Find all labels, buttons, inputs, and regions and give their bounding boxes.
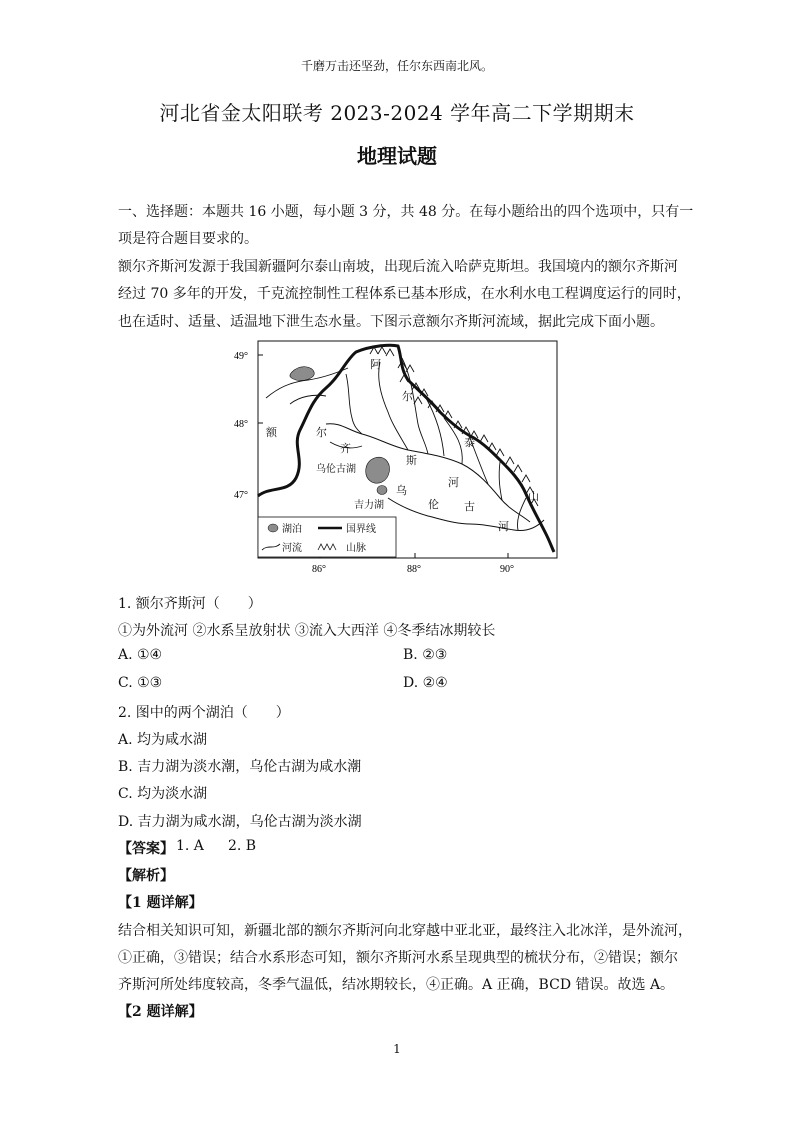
label-si: 斯	[406, 454, 417, 467]
label-er: 尔	[316, 426, 327, 439]
intro-line1: 额尔齐斯河发源于我国新疆阿尔泰山南坡，出现后流入哈萨克斯坦。我国境内的额尔齐斯河	[118, 259, 678, 275]
answer-label: 【答案】	[118, 841, 174, 857]
q2-option-b: B. 吉力湖为淡水潮，乌伦古湖为咸水潮	[118, 759, 362, 775]
q2-option-d: D. 吉力湖为咸水湖，乌伦古湖为淡水湖	[118, 814, 362, 830]
label-tai: 泰	[464, 436, 475, 449]
q1-option-c: C. ①③	[118, 675, 163, 691]
legend-mountain: 山脉	[346, 543, 366, 554]
lon-label-86: 86°	[312, 564, 326, 575]
legend-river: 河流	[282, 543, 302, 554]
answer-q1: 1. A	[176, 838, 204, 854]
q1-stem: 1. 额尔齐斯河（ ）	[118, 596, 262, 612]
q2-stem: 2. 图中的两个湖泊（ ）	[118, 705, 290, 721]
lon-label-88: 88°	[407, 564, 421, 575]
label-ulungur-lake: 乌伦古湖	[316, 464, 356, 475]
label-jili-lake: 吉力湖	[354, 500, 384, 511]
q1-detail-line1: 结合相关知识可知，新疆北部的额尔齐斯河向北穿越中亚北亚，最终注入北冰洋，是外流河，	[118, 923, 692, 939]
intro-line2: 经过 70 多年的开发，千克流控制性工程体系已基本形成，在水利水电工程调度运行的同时，	[118, 286, 691, 302]
irtysh-basin-map	[230, 338, 570, 578]
q1-option-d: D. ②④	[403, 675, 448, 691]
jili-lake	[377, 486, 387, 495]
q1-option-a: A. ①④	[118, 647, 163, 663]
document-subtitle: 地理试题	[357, 144, 437, 168]
section-heading-line2: 项是符合题目要求的。	[118, 231, 258, 247]
label-shan: 山	[528, 490, 539, 503]
label-he: 河	[448, 476, 459, 489]
lat-label-47: 47°	[234, 490, 248, 501]
q2-option-c: C. 均为淡水湖	[118, 786, 208, 802]
q1-statements: ①为外流河 ②水系呈放射状 ③流入大西洋 ④冬季结冰期较长	[118, 623, 496, 639]
page-number: 1	[393, 1042, 401, 1056]
q1-detail-line2: ①正确，③错误；结合水系形态可知，额尔齐斯河水系呈现典型的梳状分布，②错误；额尔	[118, 950, 678, 966]
q2-option-a: A. 均为咸水湖	[118, 732, 208, 748]
intro-line3: 也在适时、适量、适温地下泄生态水量。下图示意额尔齐斯河流域，据此完成下面小题。	[118, 314, 664, 330]
q1-option-b: B. ②③	[403, 647, 448, 663]
document-title: 河北省金太阳联考 2023-2024 学年高二下学期期末	[159, 101, 635, 125]
section-heading-line1: 一、选择题：本题共 16 小题，每小题 3 分，共 48 分。在每小题给出的四个选项中，只有一	[118, 204, 694, 220]
map-legend	[258, 517, 396, 557]
label-he-2: 河	[498, 520, 509, 533]
legend-lake-icon	[268, 524, 278, 532]
answer-q2: 2. B	[228, 838, 257, 854]
label-e: 额	[266, 426, 277, 439]
page-header-motto: 千磨万击还坚劲，任尔东西南北风。	[300, 59, 493, 73]
ulungur-lake	[366, 457, 390, 483]
lon-label-90: 90°	[500, 564, 514, 575]
lat-label-48: 48°	[234, 419, 248, 430]
legend-border: 国界线	[346, 524, 376, 535]
label-a: 阿	[370, 358, 381, 371]
label-qi: 齐	[340, 442, 351, 455]
q1-detail-line3: 齐斯河所处纬度较高，冬季气温低，结冰期较长，④正确。A 正确，BCD 错误。故选 A。	[118, 977, 675, 993]
label-lun: 伦	[428, 498, 439, 511]
analysis-label: 【解析】	[118, 868, 174, 884]
label-er-altai: 尔	[402, 390, 413, 403]
lat-label-49: 49°	[234, 351, 248, 362]
label-gu: 古	[464, 500, 475, 513]
q2-detail-label: 【2 题详解】	[118, 1004, 203, 1020]
legend-lake: 湖泊	[282, 524, 302, 535]
label-wu: 乌	[396, 484, 407, 497]
q1-detail-label: 【1 题详解】	[118, 895, 203, 911]
